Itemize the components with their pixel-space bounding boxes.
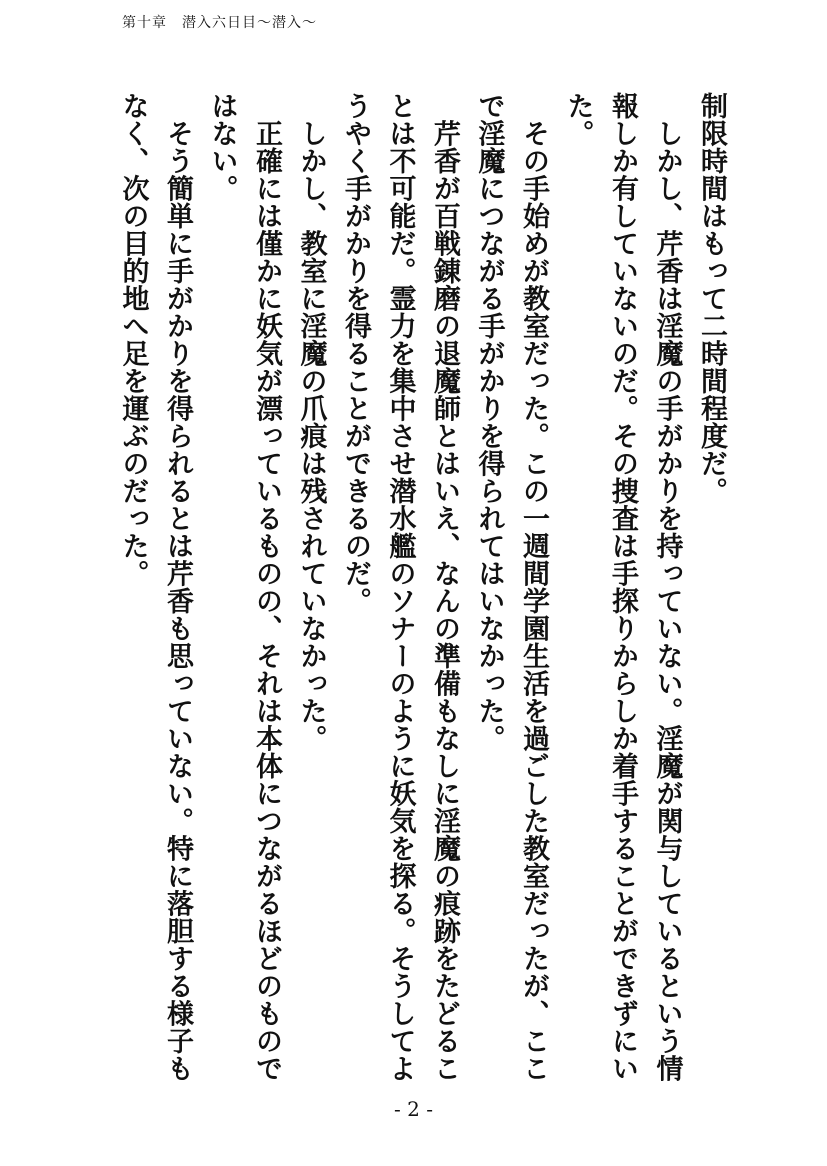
paragraph: そう簡単に手がかりを得られるとは芹香も思っていない。特に落胆する様子もなく、次の目的地へ足を運ぶのだった。 bbox=[117, 92, 193, 1082]
paragraph: 正確には僅かに妖気が漂っているものの、それは本体につながるほどのものではない。 bbox=[206, 92, 282, 1082]
paragraph: 制限時間はもって二時間程度だ。 bbox=[696, 92, 727, 505]
page-number: - 2 - bbox=[394, 1097, 433, 1121]
paragraph: 芹香が百戦錬磨の退魔師とはいえ、なんの準備もなしに淫魔の痕跡をたどることは不可能だ。霊力を集中させ潜水艦のソナーのように妖気を探る。そうしてようやく手がかりを得ることができるのだ。 bbox=[340, 92, 460, 1082]
chapter-header: 第十章 潜入六日目～潜入～ bbox=[122, 15, 317, 31]
paragraph: しかし、教室に淫魔の爪痕は残されていなかった。 bbox=[295, 92, 327, 752]
paragraph: しかし、芹香は淫魔の手がかりを持っていない。淫魔が関与しているという情報しか有していないのだ。その捜査は手探りからしか着手することができずにいた。 bbox=[562, 92, 683, 1082]
paragraph: その手始めが教室だった。この一週間学園生活を過ごした教室だったが、ここで淫魔につながる手がかりを得られてはいなかった。 bbox=[473, 92, 549, 1082]
body-text bbox=[93, 92, 733, 1082]
